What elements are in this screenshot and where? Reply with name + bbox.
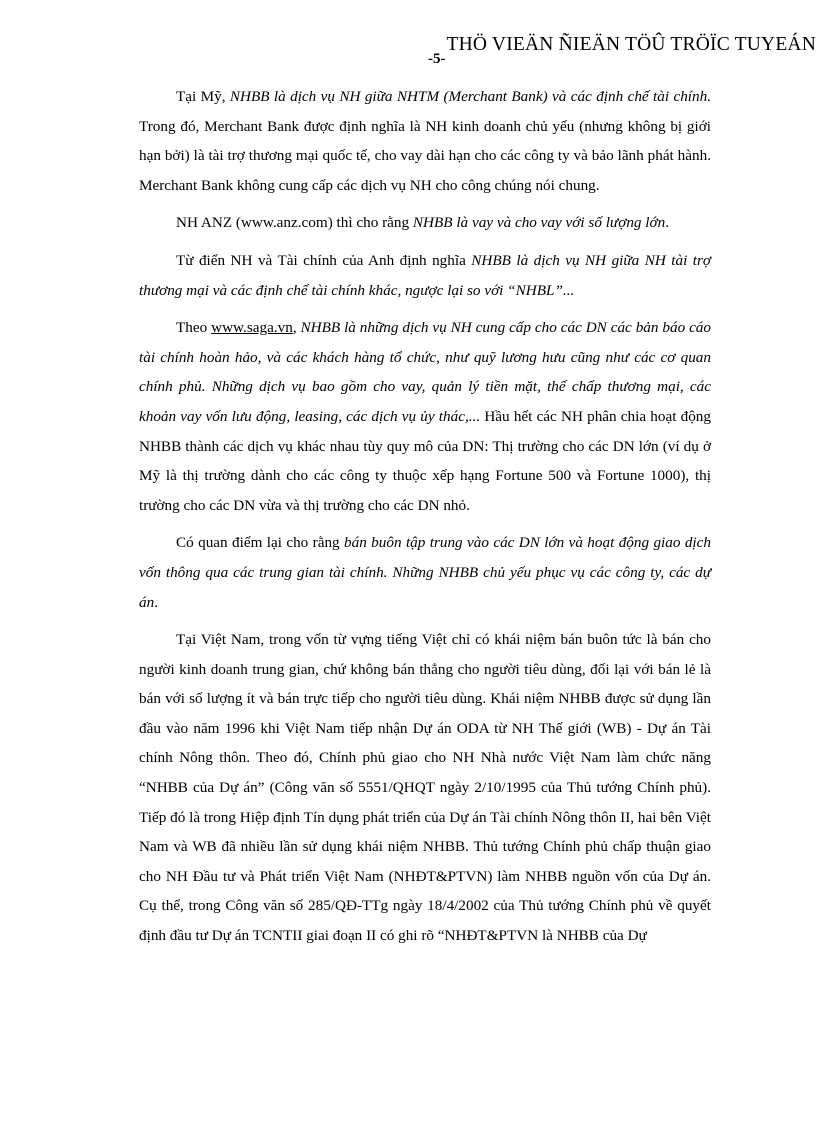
paragraph-4 xyxy=(139,313,711,520)
paragraph-2-text: NH ANZ (www.anz.com) thì cho rằng xyxy=(176,214,413,232)
document-body xyxy=(139,82,711,959)
paragraph-5-text-cont: . xyxy=(154,593,158,611)
paragraph-1-text-cont: Trong đó, Merchant Bank được định nghĩa là NH kinh doanh chủ yếu (nhưng không bị giới hạn bởi) là tài trợ thương mại quốc tế, cho vay dài hạn cho các công ty và bảo lãnh phát hành. Merchant Bank không cung cấp các dịch vụ NH cho công chúng nói chung. xyxy=(139,117,711,194)
paragraph-3-text: Từ điển NH và Tài chính của Anh định nghĩa xyxy=(176,251,472,269)
paragraph-5-text: Có quan điểm lại cho rằng xyxy=(176,534,345,552)
paragraph-6-text: Tại Việt Nam, trong vốn từ vựng tiếng Việt chỉ có khái niệm bán buôn tức là bán cho người kinh doanh trung gian, chứ không bán thẳng cho người tiêu dùng, đối lại với bán lẻ là bán với số lượng ít và bán trực tiếp cho người tiêu dùng. Khái niệm NHBB được sử dụng lần đầu vào năm 1996 khi Việt Nam tiếp nhận Dự án ODA từ NH Thế giới (WB) - Dự án Tài chính Nông thôn. Theo đó, Chính phủ giao cho NH Nhà nước Việt Nam làm chức năng “NHBB của Dự án” (Công văn số 5551/QHQT ngày 2/10/1995 của Thủ tướng Chính phủ). Tiếp đó là trong Hiệp định Tín dụng phát triển của Dự án Tài chính Nông thôn II, hai bên Việt Nam và WB đã nhiều lần sử dụng khái niệm NHBB. Thủ tướng Chính phủ chấp thuận giao cho NH Đầu tư và Phát triển Việt Nam (NHĐT&PTVN) làm NHBB nguồn vốn của Dự án. Cụ thể, trong Công văn số 285/QĐ-TTg ngày 18/4/2002 của Thủ tướng Chính phủ về quyết định đầu tư Dự án TCNTII giai đoạn II có ghi rõ “NHĐT&PTVN là NHBB của Dự xyxy=(139,631,711,945)
paragraph-1-text: Tại Mỹ, xyxy=(176,88,230,105)
paragraph-3 xyxy=(139,246,711,305)
page-number: -5- xyxy=(428,51,446,67)
paragraph-4-text-cont: Hầu hết các NH phân chia hoạt động NHBB thành các dịch vụ khác nhau tùy quy mô của DN: Thị trường cho các DN lớn (ví dụ ở Mỹ là thị trường dành cho các công ty thuộc xếp hạng Fortune 500 và Fortune 1000), thị trường cho các DN vừa và thị trường cho các DN nhỏ. xyxy=(139,407,711,514)
watermark-header: THÖ VIEÄN ÑIEÄN TÖÛ TRÖÏC TUYEÁN xyxy=(446,34,816,55)
paragraph-2-text-cont: . xyxy=(665,214,670,232)
paragraph-2-italic: NHBB là vay và cho vay với số lượng lớn xyxy=(412,214,666,232)
paragraph-3-italic-cont: , ngược lại so với “NHBL”... xyxy=(397,281,575,299)
paragraph-2 xyxy=(139,208,711,238)
paragraph-1-italic: NHBB là dịch vụ NH giữa NHTM (Merchant Bank) và các định chế tài chính. xyxy=(229,88,711,105)
saga-link[interactable]: www.saga.vn xyxy=(211,319,293,337)
paragraph-5-italic: bán buôn tập trung vào các DN lớn và hoạt động giao dịch vốn thông qua các trung gian tài chính. Những NHBB chủ yếu phục vụ các công ty, các dự án xyxy=(139,534,711,611)
paragraph-6 xyxy=(139,625,711,951)
paragraph-4-italic: , NHBB là những dịch vụ NH cung cấp cho các DN các bản báo cáo tài chính hoàn hảo, và các khách hàng tổ chức, như quỹ lương hưu cũng như các cơ quan chính phủ. Những dịch vụ bao gồm cho vay, quản lý tiền mặt, thế chấp thương mại, các khoản vay vốn lưu động, leasing, các dịch vụ ủy thác,... xyxy=(139,319,711,425)
paragraph-4-text: Theo xyxy=(176,319,212,337)
paragraph-1 xyxy=(139,82,711,200)
paragraph-3-italic: NHBB là dịch vụ NH giữa NH tài trợ thương mại và các định chế tài chính khác xyxy=(139,251,711,299)
paragraph-5 xyxy=(139,528,711,617)
